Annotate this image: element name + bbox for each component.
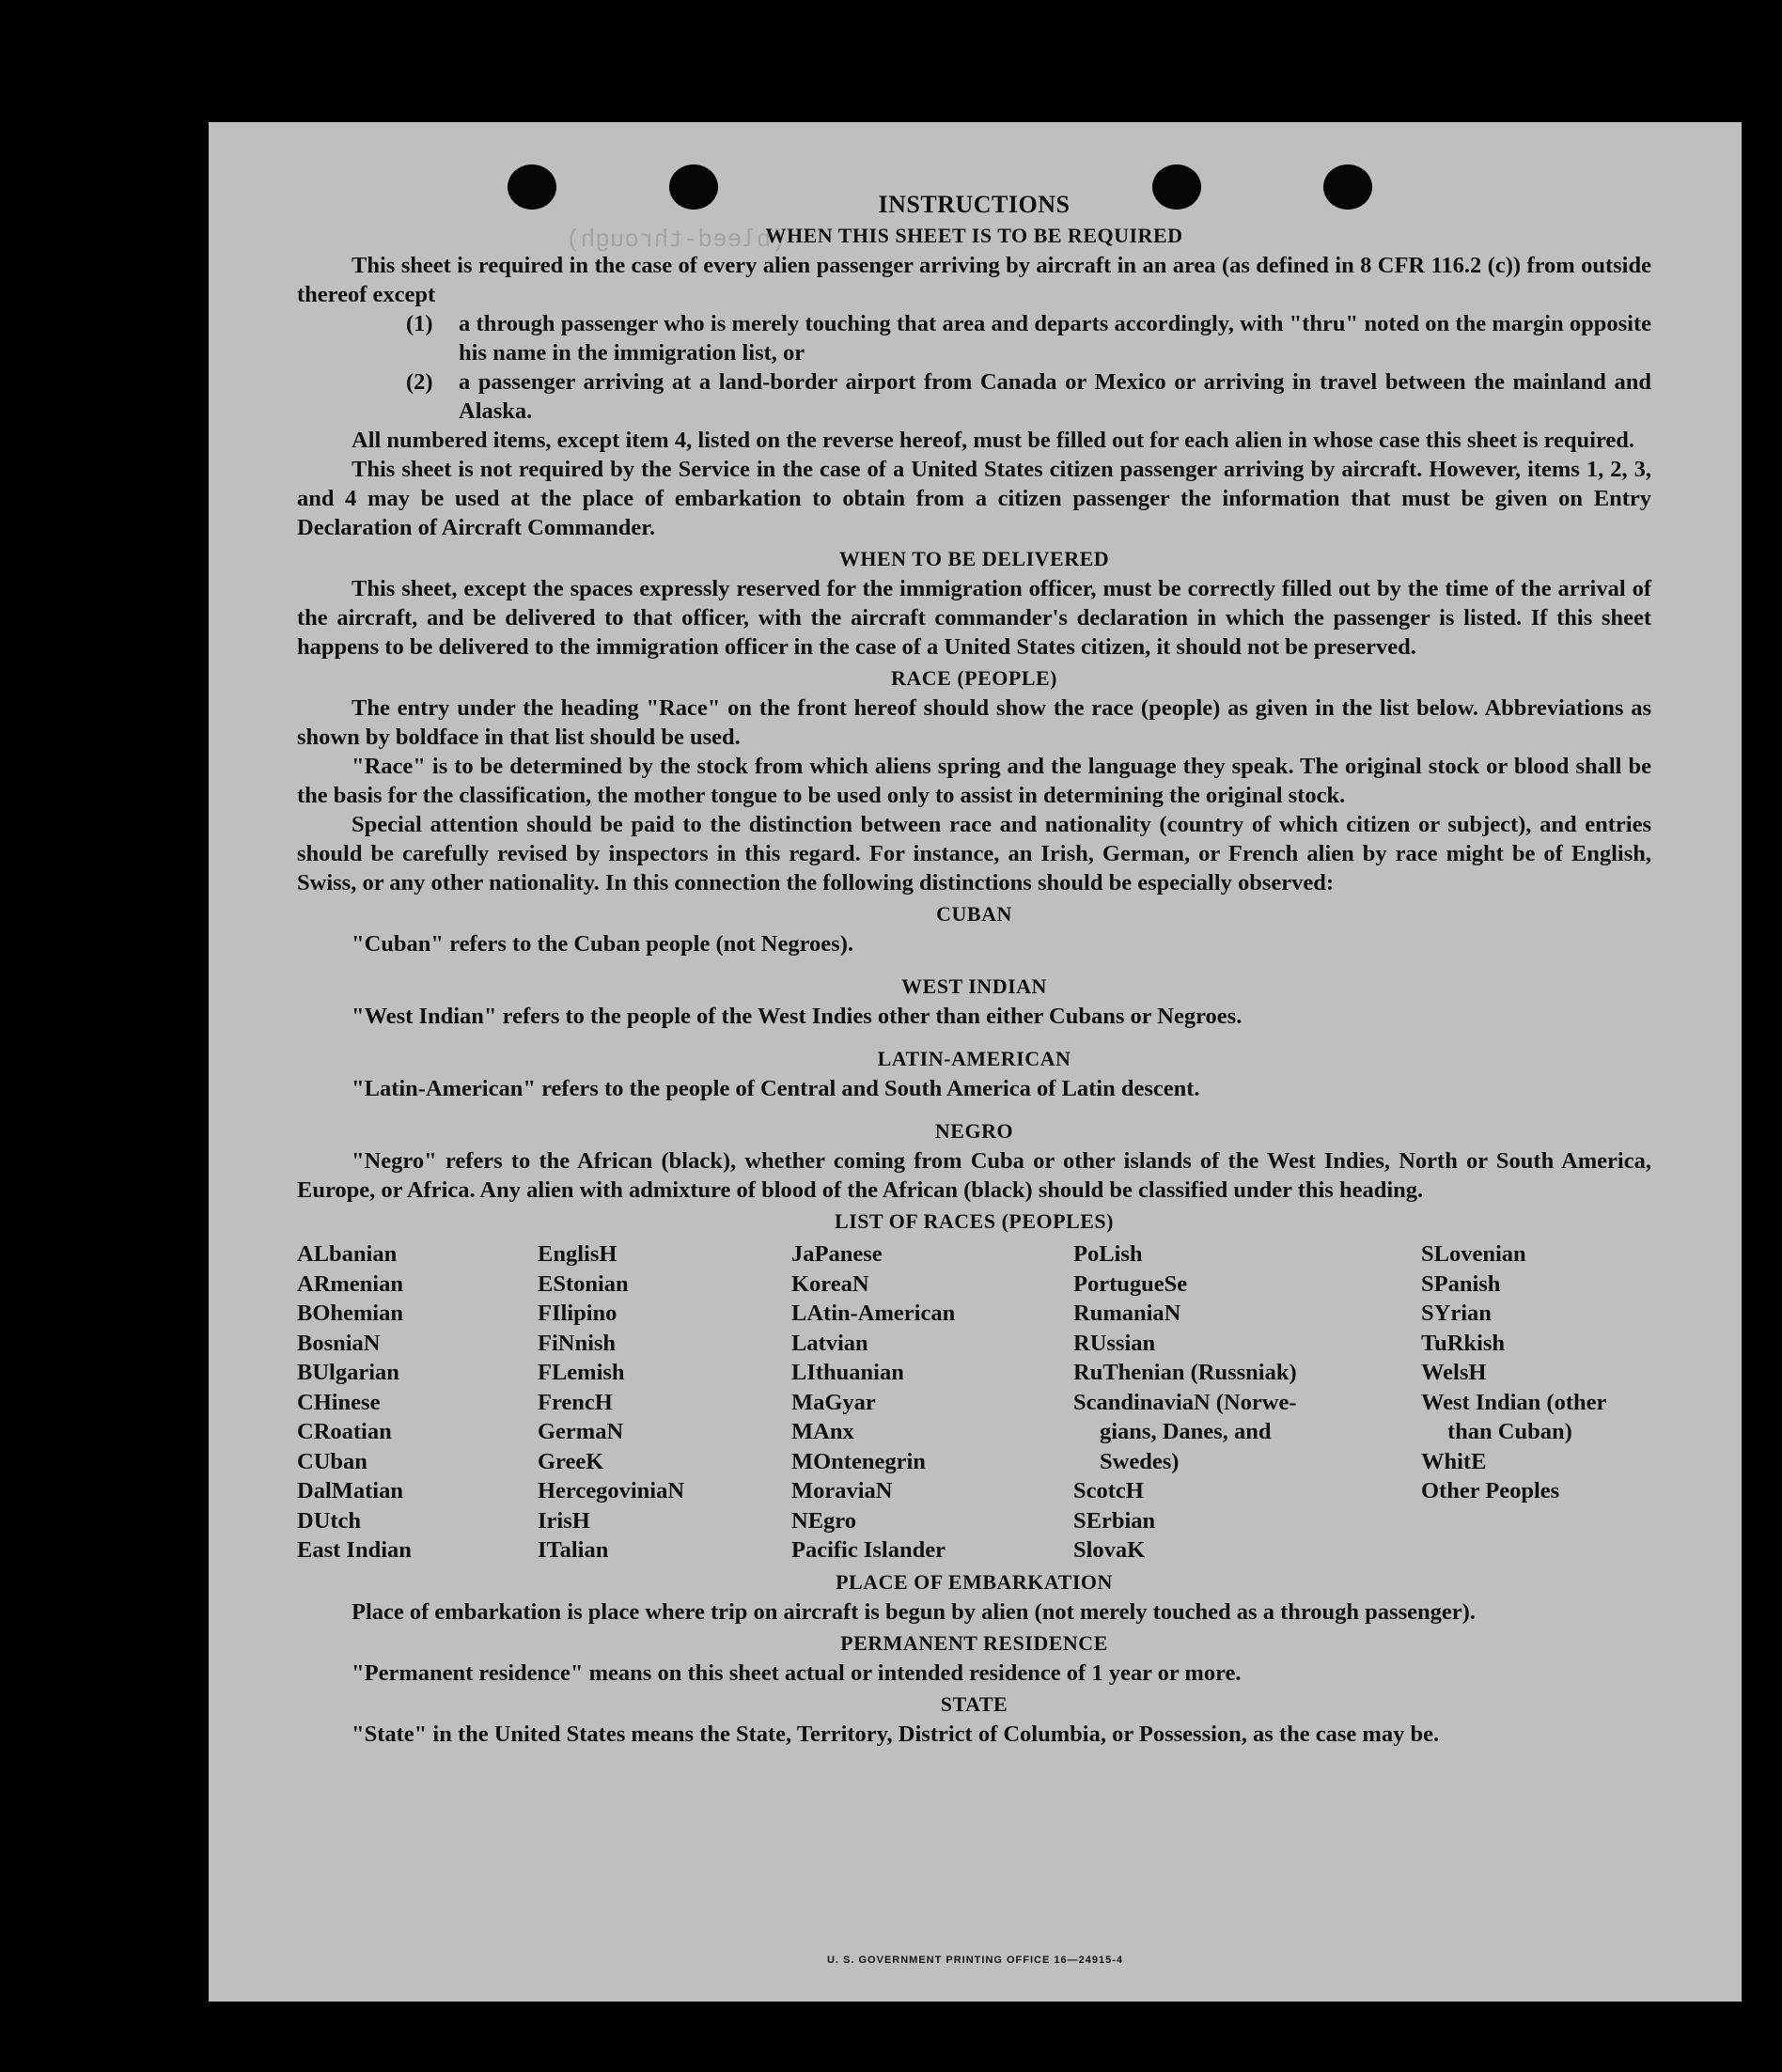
race-item: LIthuanian: [791, 1360, 904, 1385]
race-item: FIlipino: [538, 1301, 617, 1326]
race-item: CUban: [297, 1448, 367, 1474]
race-item: LAtin-American: [791, 1301, 956, 1326]
race-item: Pacific Islander: [791, 1537, 946, 1563]
race-item: WelsH: [1421, 1360, 1487, 1385]
list-item: [406, 309, 1651, 367]
instructions-body: [297, 188, 1651, 1749]
paragraph: This sheet is not required by the Service in the case of a United States citizen passenger arriving by aircraft. However, items 1, 2, 3, and 4 may be used at the place of embarkation to obtain from a citizen passenger the information that must be given on Entry Declaration of Aircraft Commander.: [297, 457, 1651, 540]
paragraph: "Negro" refers to the African (black), whether coming from Cuba or other islands of the West Indies, North or South America, Europe, or Africa. Any alien with admixture of blood of the African (black) should be classified under this heading.: [297, 1148, 1651, 1203]
race-item: JaPanese: [791, 1241, 883, 1267]
race-item: CRoatian: [297, 1419, 392, 1444]
race-item: FiNnish: [538, 1330, 617, 1356]
race-item: BosniaN: [297, 1330, 381, 1356]
race-item: East Indian: [297, 1537, 412, 1563]
paragraph: "Cuban" refers to the Cuban people (not Negroes).: [352, 931, 853, 957]
race-item: RumaniaN: [1073, 1301, 1181, 1326]
race-item: SlovaK: [1073, 1537, 1146, 1563]
race-item: PoLish: [1073, 1241, 1143, 1267]
bleed-through-text: (bleed-through): [566, 226, 787, 254]
section-heading: CUBAN: [936, 902, 1012, 926]
item-number: (2): [406, 369, 433, 395]
paragraph: Place of embarkation is place where trip on aircraft is begun by alien (not merely touched as a through passenger).: [352, 1598, 1476, 1625]
race-item: PortugueSe: [1073, 1270, 1188, 1297]
race-item: MaGyar: [791, 1389, 876, 1415]
section-heading: WHEN TO BE DELIVERED: [838, 547, 1110, 570]
race-item: SErbian: [1073, 1507, 1156, 1534]
race-item: GermaN: [538, 1419, 624, 1444]
section-heading: NEGRO: [934, 1119, 1014, 1143]
race-item: ALbanian: [297, 1241, 398, 1267]
race-column: [1421, 1239, 1651, 1566]
section-heading: WEST INDIAN: [901, 974, 1047, 998]
list-item: [406, 367, 1651, 426]
race-item: ScandinaviaN (Norwe-: [1073, 1389, 1297, 1415]
race-item: EStonian: [538, 1270, 629, 1297]
paragraph: "State" in the United States means the State, Territory, District of Columbia, or Possession, as the case may be.: [352, 1721, 1440, 1747]
section-heading: PERMANENT RESIDENCE: [840, 1630, 1108, 1655]
page-title: INSTRUCTIONS: [878, 191, 1071, 218]
race-item: GreeK: [538, 1448, 604, 1474]
paragraph: All numbered items, except item 4, listed on the reverse hereof, must be filled out for each alien in whose case this sheet is required.: [352, 428, 1635, 453]
race-item: BOhemian: [297, 1301, 403, 1326]
race-item: SPanish: [1421, 1270, 1501, 1297]
race-item: RuThenian (Russniak): [1073, 1360, 1297, 1385]
paragraph: "Latin-American" refers to the people of Central and South America of Latin descent.: [352, 1076, 1200, 1101]
race-item: Swedes): [1100, 1448, 1180, 1474]
document-sheet: [209, 122, 1742, 2002]
race-item: SLovenian: [1421, 1241, 1526, 1267]
race-item: Other Peoples: [1421, 1478, 1560, 1503]
race-item: WhitE: [1421, 1448, 1487, 1474]
section-heading: STATE: [940, 1691, 1008, 1716]
race-item: MAnx: [791, 1419, 854, 1444]
section-heading: PLACE OF EMBARKATION: [836, 1569, 1113, 1594]
race-item: BUlgarian: [297, 1360, 399, 1385]
race-item: ARmenian: [297, 1270, 403, 1297]
race-item: SYrian: [1421, 1301, 1492, 1326]
race-item: MOntenegrin: [791, 1448, 926, 1474]
section-heading: LATIN-AMERICAN: [877, 1047, 1071, 1070]
race-item: RUssian: [1073, 1330, 1156, 1356]
race-item: than Cuban): [1447, 1419, 1572, 1444]
race-item: MoraviaN: [791, 1478, 893, 1503]
race-item: FrencH: [538, 1389, 613, 1415]
section-heading: LIST OF RACES (PEOPLES): [835, 1209, 1114, 1233]
race-item: HercegoviniaN: [538, 1478, 685, 1503]
race-column: [791, 1239, 1073, 1566]
race-list: [297, 1239, 1651, 1566]
item-text: a passenger arriving at a land-border airport from Canada or Mexico or arriving in travel between the mainland and Alaska.: [459, 369, 1651, 424]
race-item: KoreaN: [791, 1270, 869, 1297]
race-column: [538, 1239, 791, 1566]
race-item: DUtch: [297, 1507, 362, 1534]
race-item: IrisH: [538, 1507, 590, 1534]
item-text: a through passenger who is merely touching that area and departs accordingly, with "thru" noted on the margin opposite his name in the immigration list, or: [459, 311, 1651, 366]
race-column: [1073, 1239, 1421, 1566]
race-item: EnglisH: [538, 1241, 617, 1267]
printer-imprint: U. S. GOVERNMENT PRINTING OFFICE 16—24915-4: [826, 1955, 1123, 1966]
race-item: West Indian (other: [1421, 1389, 1607, 1415]
race-item: NEgro: [791, 1507, 856, 1534]
race-item: Latvian: [791, 1330, 868, 1356]
race-item: CHinese: [297, 1389, 381, 1415]
paragraph: This sheet is required in the case of every alien passenger arriving by aircraft in an area (as defined in 8 CFR 116.2 (c)) from outside thereof except: [297, 253, 1651, 307]
race-item: TuRkish: [1421, 1330, 1506, 1356]
race-item: gians, Danes, and: [1100, 1419, 1272, 1444]
section-heading: WHEN THIS SHEET IS TO BE REQUIRED: [765, 224, 1183, 247]
race-item: FLemish: [538, 1360, 625, 1385]
item-number: (1): [406, 311, 433, 336]
paragraph: "Permanent residence" means on this sheet actual or intended residence of 1 year or more.: [352, 1659, 1242, 1686]
paragraph: "Race" is to be determined by the stock from which aliens spring and the language they speak. The original stock or blood shall be the basis for the classification, the mother tongue to be used only to assist in determining the original stock.: [297, 754, 1651, 808]
paragraph: The entry under the heading "Race" on the front hereof should show the race (people) as given in the list below. Abbreviations as shown by boldface in that list should be used.: [297, 695, 1651, 750]
paragraph: "West Indian" refers to the people of the West Indies other than either Cubans or Negroes.: [352, 1004, 1243, 1029]
section-heading: RACE (PEOPLE): [891, 666, 1057, 690]
paragraph: Special attention should be paid to the distinction between race and nationality (country of which citizen or subject), and entries should be carefully revised by inspectors in this regard. For instance, an Irish, German, or French alien by race might be of English, Swiss, or any other nationality. In this connection the following distinctions should be especially observed:: [297, 812, 1651, 896]
race-item: ITalian: [538, 1537, 609, 1563]
race-column: [297, 1239, 538, 1566]
race-item: ScotcH: [1073, 1478, 1144, 1503]
paragraph: This sheet, except the spaces expressly reserved for the immigration officer, must be correctly filled out by the time of the arrival of the aircraft, and be delivered to that officer, with the aircraft commander's declaration in which the passenger is listed. If this sheet happens to be delivered to the immigration officer in the case of a United States citizen, it should not be preserved.: [297, 576, 1651, 660]
race-item: DalMatian: [297, 1478, 403, 1503]
